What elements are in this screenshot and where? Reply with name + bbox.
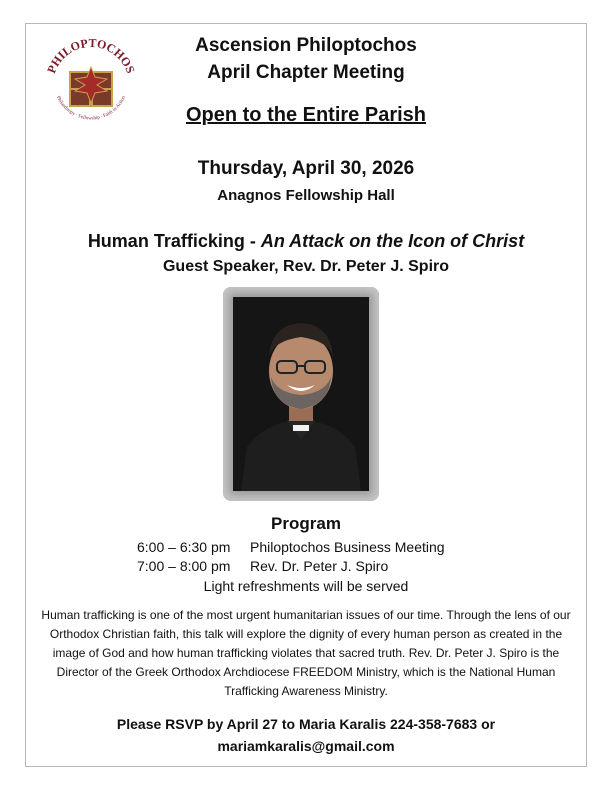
speaker-portrait [233,297,369,491]
program-time-2: 7:00 – 8:00 pm [137,558,231,574]
program-heading: Program [271,514,341,533]
event-location: Anagnos Fellowship Hall [217,187,395,204]
speaker-photo-frame [223,287,379,501]
program-time-1: 6:00 – 6:30 pm [137,539,231,555]
program-title-1: Philoptochos Business Meeting [250,539,445,555]
rsvp-info [0,713,612,757]
rsvp-email: mariamkaralis@gmail.com [217,738,395,754]
program-title-2: Rev. Dr. Peter J. Spiro [250,558,389,574]
topic-main: Human Trafficking - [87,231,261,251]
logo-subtext: Philanthropy · Fellowship · Faith in Action [55,95,127,122]
open-notice: Open to the Entire Parish [185,104,427,126]
event-description: Human trafficking is one of the most urgent humanitarian issues of our time. Through the lens of our Orthodox Christian faith, this talk will explore the dignity of every human person as created in the image of God and how human trafficking violates that sacred truth. Rev. Dr. Peter J. Spiro is the Director of the Greek Orthodox Archdiocese FREEDOM Ministry, which is the National Human Trafficking Awareness Ministry. [41,608,571,698]
org-title: Ascension Philoptochos [195,35,417,56]
speaker-photo [233,297,369,491]
topic-italic: An Attack on the Icon of Christ [260,231,525,251]
logo-text: PHILOPTOCHOS [44,35,138,76]
talk-topic [0,231,612,252]
refreshments-note: Light refreshments will be served [203,578,409,594]
rsvp-line: Please RSVP by April 27 to Maria Karalis 224-358-7683 or [116,716,496,732]
guest-speaker: Guest Speaker, Rev. Dr. Peter J. Spiro [162,258,450,275]
meeting-title: April Chapter Meeting [207,62,405,83]
event-date: Thursday, April 30, 2026 [197,158,415,179]
